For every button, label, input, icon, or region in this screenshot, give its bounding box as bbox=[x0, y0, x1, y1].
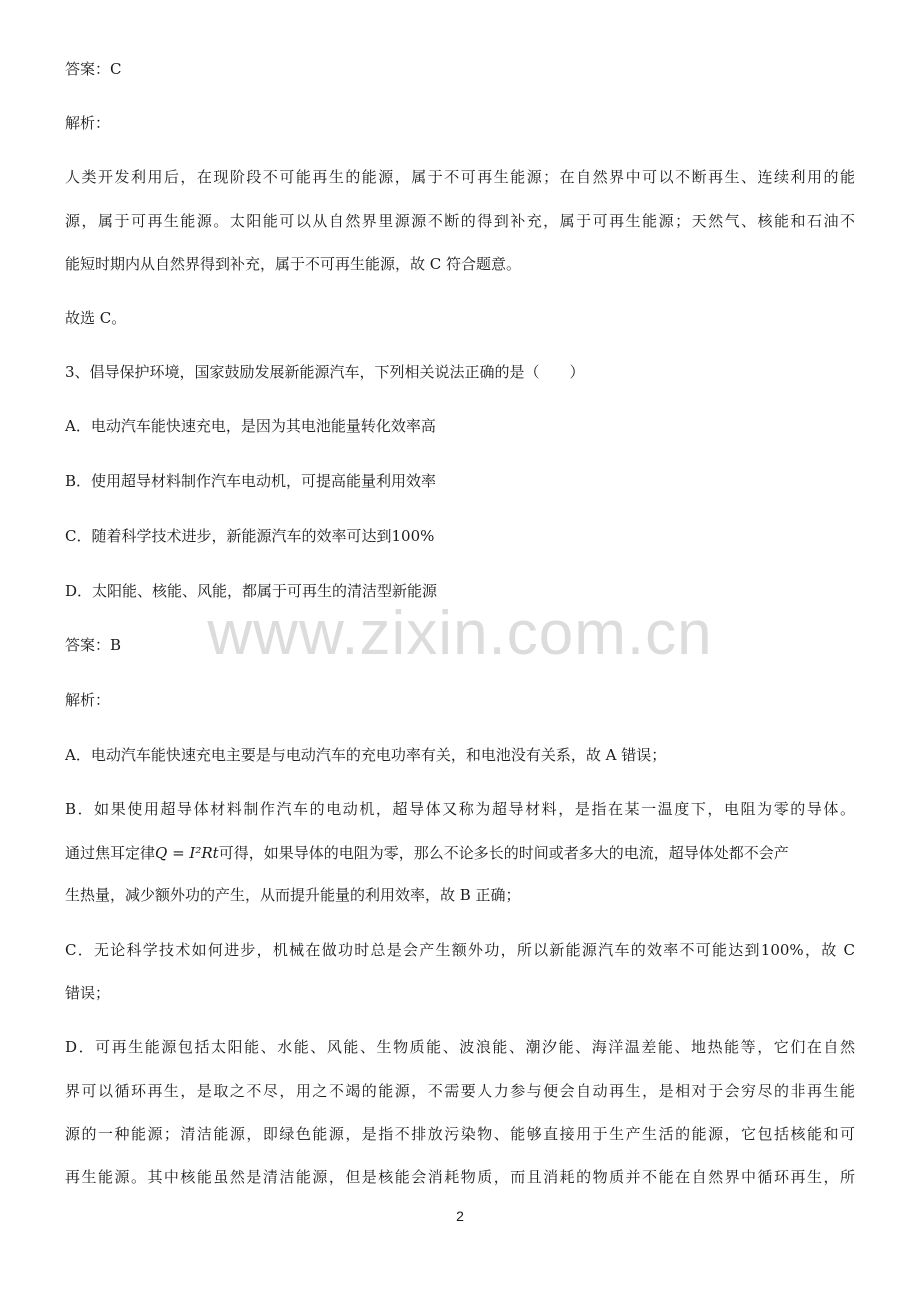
text-span: 可得，如果导体的电阻为零，那么不论多长的时间或者多大的电流，超导体处都不会产 bbox=[218, 844, 789, 862]
analysis-b: B．如果使用超导体材料制作汽车的电动机，超导体又称为超导材料，是指在某一温度下，电阻为零的导体。 bbox=[65, 800, 855, 818]
formula: Q = I²Rt bbox=[155, 844, 219, 862]
analysis-heading: 解析： bbox=[65, 691, 111, 709]
paragraph-line: 生热量，减少额外功的产生，从而提升能量的利用效率，故 B 正确； bbox=[65, 886, 521, 904]
paragraph-line: 界可以循环再生，是取之不尽，用之不竭的能源，不需要人力参与便会自动再生，是相对于会穷尽的非再生能 bbox=[65, 1082, 855, 1100]
text-span: 通过焦耳定律 bbox=[65, 844, 156, 862]
paragraph-line: 源，属于可再生能源。太阳能可以从自然界里源源不断的得到补充，属于可再生能源；天然气、核能和石油不 bbox=[65, 212, 855, 230]
paragraph-line: 能短时期内从自然界得到补充，属于不可再生能源，故 C 符合题意。 bbox=[65, 255, 522, 273]
paragraph-line: 源的一种能源；清洁能源，即绿色能源，是指不排放污染物、能够直接用于生产生活的能源，它包括核能和可 bbox=[65, 1125, 855, 1143]
paragraph-line bbox=[65, 842, 855, 864]
answer-line: 答案：C bbox=[65, 60, 122, 78]
analysis-c: C．无论科学技术如何进步，机械在做功时总是会产生额外功，所以新能源汽车的效率不可能达到100%，故 C bbox=[65, 941, 855, 959]
option-b: B．使用超导材料制作汽车电动机，可提高能量利用效率 bbox=[65, 472, 437, 490]
paragraph-line: 错误； bbox=[65, 984, 111, 1002]
option-a: A．电动汽车能快速充电，是因为其电池能量转化效率高 bbox=[65, 417, 436, 435]
option-c: C．随着科学技术进步，新能源汽车的效率可达到100% bbox=[65, 527, 435, 545]
paragraph-line: 人类开发利用后，在现阶段不可能再生的能源，属于不可再生能源；在自然界中可以不断再生、连续利用的能 bbox=[65, 168, 855, 186]
page-number: 2 bbox=[456, 1208, 464, 1224]
analysis-d: D．可再生能源包括太阳能、水能、风能、生物质能、波浪能、潮汐能、海洋温差能、地热能等，它们在自然 bbox=[65, 1038, 855, 1056]
question-stem: 3、倡导保护环境，国家鼓励发展新能源汽车，下列相关说法正确的是（ ） bbox=[65, 363, 585, 381]
analysis-a: A．电动汽车能快速充电主要是与电动汽车的充电功率有关，和电池没有关系，故 A 错误； bbox=[65, 746, 667, 764]
option-d: D．太阳能、核能、风能，都属于可再生的清洁型新能源 bbox=[65, 582, 438, 600]
answer-line: 答案：B bbox=[65, 636, 122, 654]
paragraph-line: 再生能源。其中核能虽然是清洁能源，但是核能会消耗物质，而且消耗的物质并不能在自然界中循环再生，所 bbox=[65, 1168, 855, 1186]
conclusion-line: 故选 C。 bbox=[65, 309, 127, 327]
analysis-heading: 解析： bbox=[65, 114, 111, 132]
watermark: www.zixin.com.cn bbox=[207, 599, 713, 668]
